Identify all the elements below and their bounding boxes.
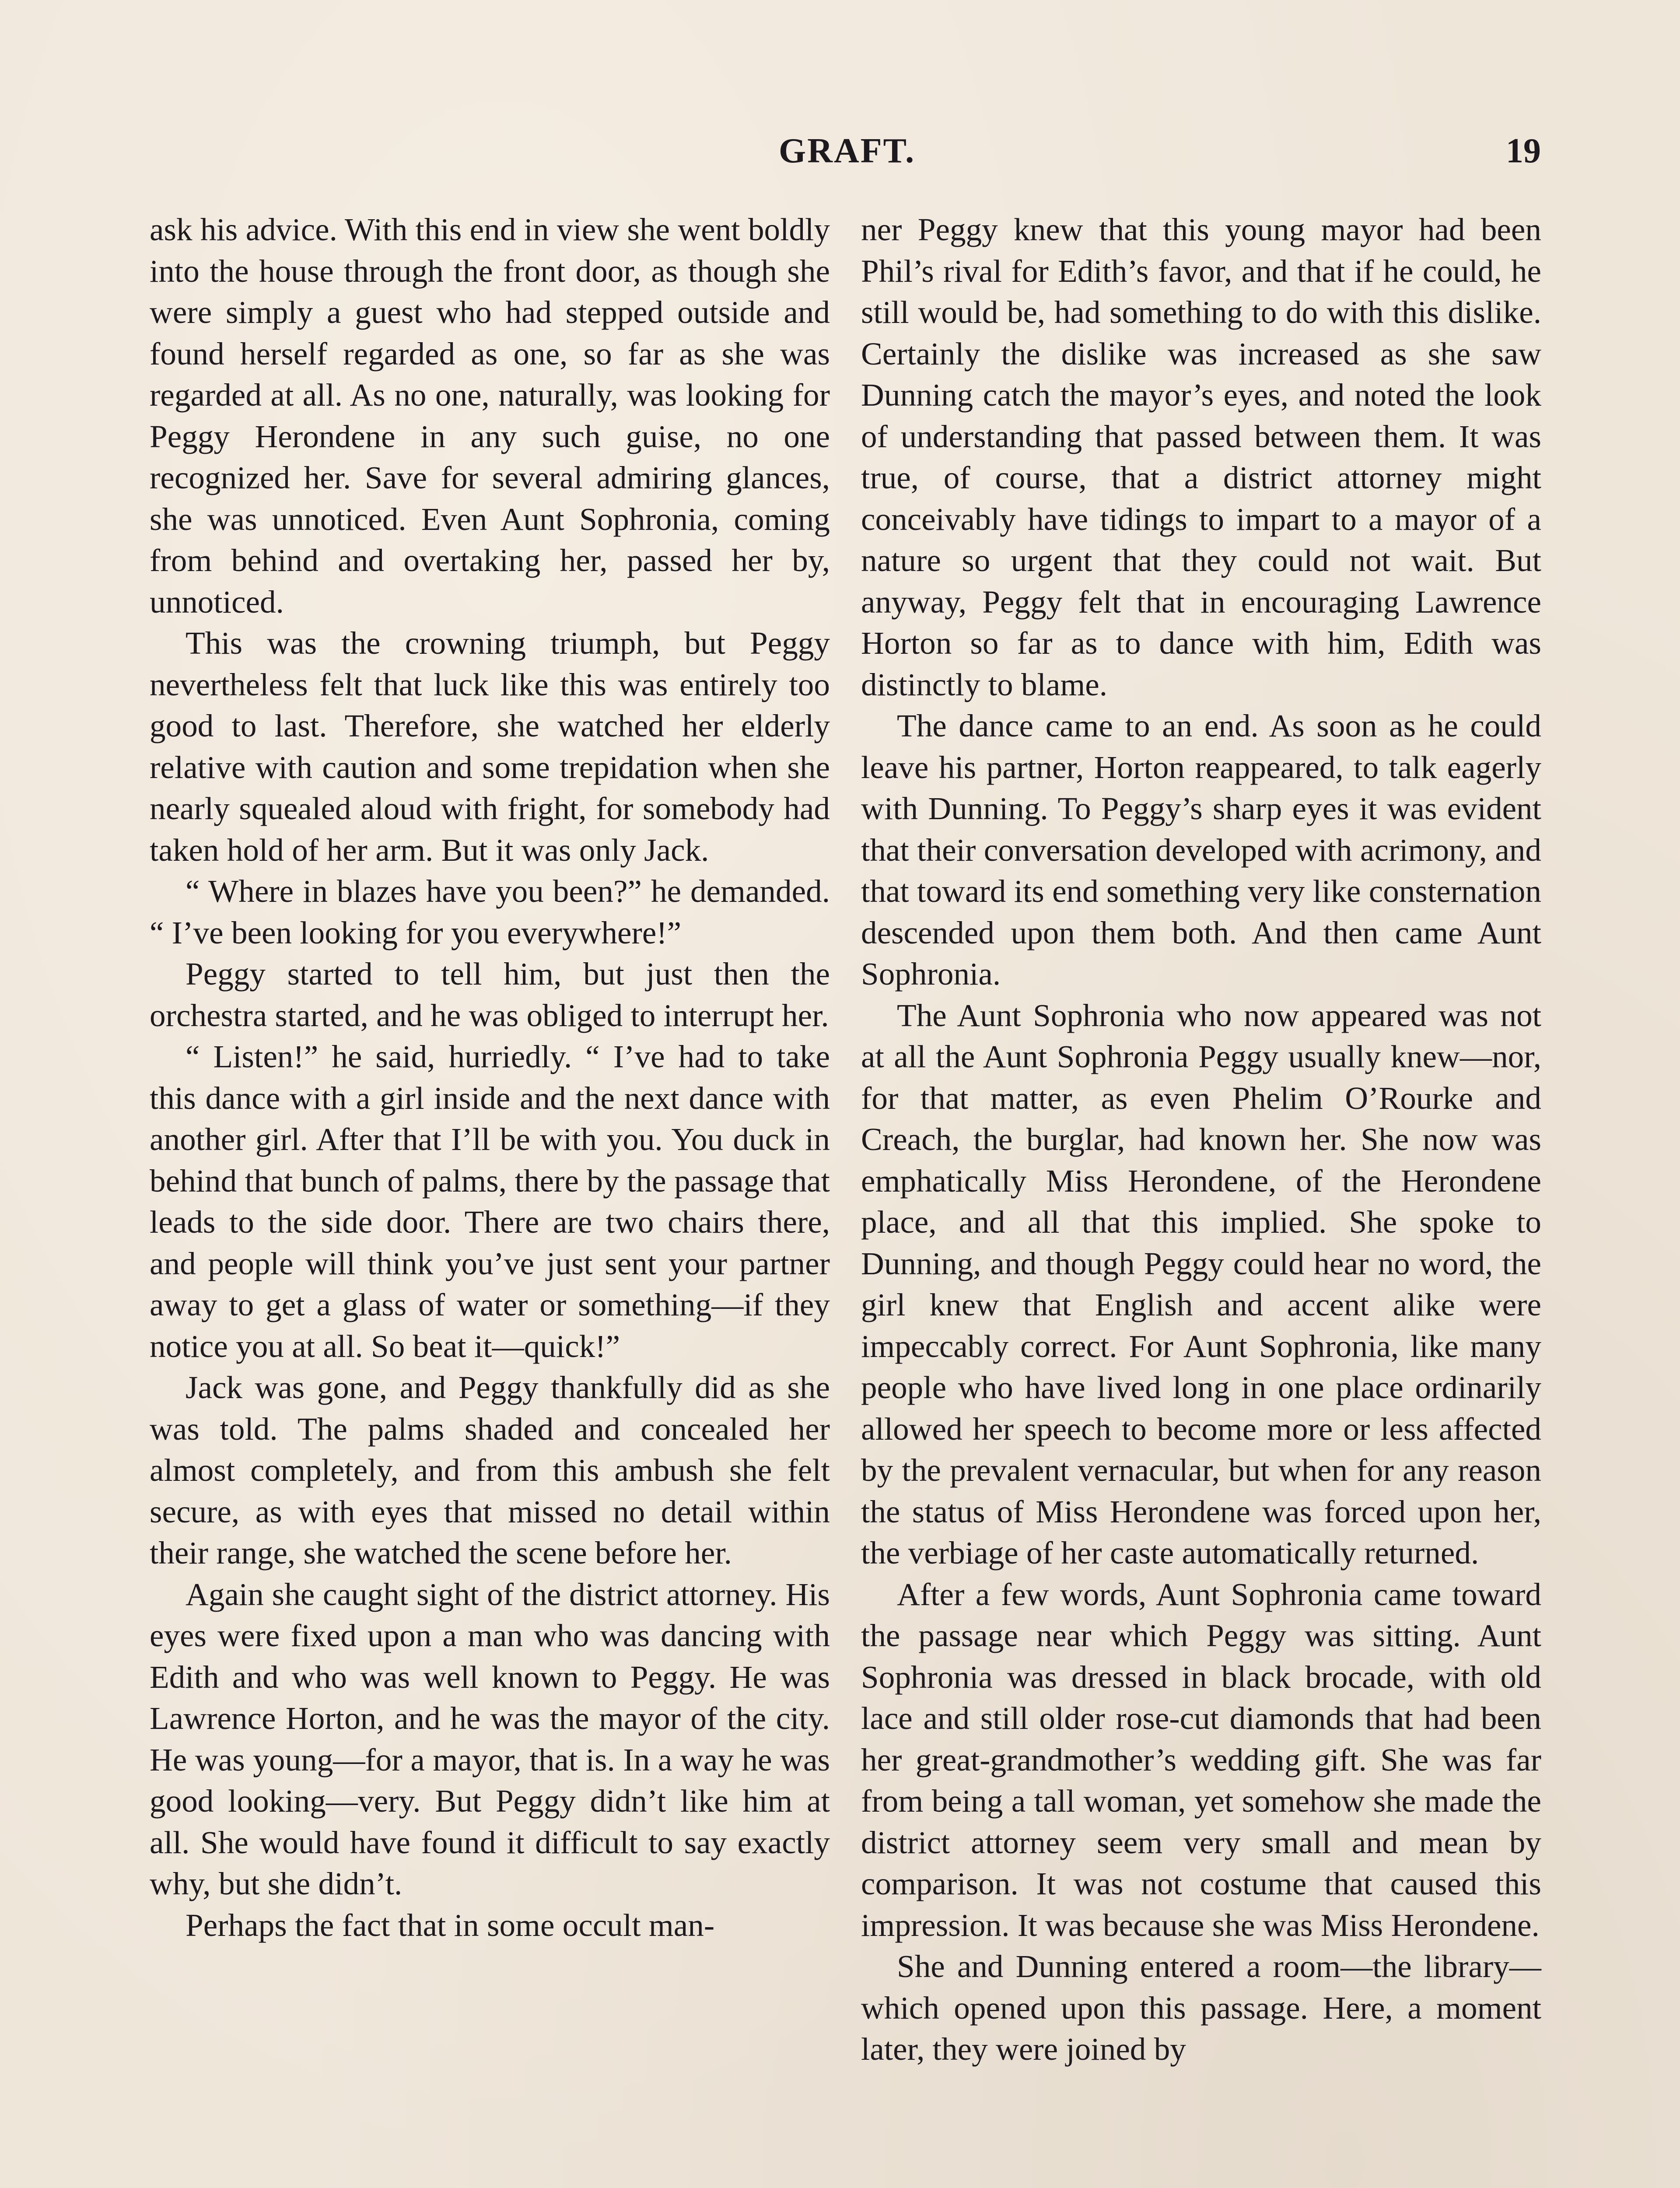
paragraph: After a few words, Aunt Sophronia came toward the passage near which Peggy was sitting. Aunt Sophronia was dressed in black brocade, with old lace and still older rose-cut diamonds that had been her great-grandmother’s wedding gift. She was far from being a tall woman, yet somehow she made the district attorney seem very small and mean by comparison. It was not costume that caused this impression. It was because she was Miss Herondene. [861, 1576, 1541, 1943]
paragraph: “ Where in blazes have you been?” he demanded. “ I’ve been looking for you everywhere!” [150, 873, 830, 950]
paragraph: Perhaps the fact that in some occult man- [186, 1907, 715, 1943]
paragraph: ask his advice. With this end in view she went boldly into the house through the front door, as though she were simply a guest who had stepped outside and found herself regarded as one, so far as she was regarded at all. As no one, naturally, was looking for Peggy Herondene in any such guise, no one recognized her. Save for several admiring glances, she was unnoticed. Even Aunt Sophronia, coming from behind and overtaking her, passed her by, unnoticed. [150, 212, 830, 620]
paragraph: Jack was gone, and Peggy thankfully did as she was told. The palms shaded and concealed her almost completely, and from this ambush she felt secure, as with eyes that missed no detail within their range, she watched the scene before her. [150, 1370, 830, 1571]
paragraph: This was the crowning triumph, but Peggy nevertheless felt that luck like this was entirely too good to last. Therefore, she watched her elderly relative with caution and some trepidation when she nearly squealed aloud with fright, for somebody had taken hold of her arm. But it was only Jack. [150, 625, 830, 868]
running-title: GRAFT. [779, 132, 916, 170]
paragraph: She and Dunning entered a room—the library—which opened upon this passage. Here, a moment later, they were joined by [861, 1949, 1541, 2067]
paragraph: Again she caught sight of the district attorney. His eyes were fixed upon a man who was dancing with Edith and who was well known to Peggy. He was Lawrence Horton, and he was the mayor of the city. He was young—for a mayor, that is. In a way he was good looking—very. But Peggy didn’t like him at all. She would have found it difficult to say exactly why, but she didn’t. [150, 1576, 830, 1901]
left-column [150, 209, 830, 1946]
paragraph: Peggy started to tell him, but just then the orchestra started, and he was obliged to interrupt her. [150, 956, 830, 1033]
paragraph: ner Peggy knew that this young mayor had been Phil’s rival for Edith’s favor, and that if he could, he still would be, had something to do with this dislike. Certainly the dislike was increased as she saw Dunning catch the mayor’s eyes, and noted the look of understanding that passed between them. It was true, of course, that a district attorney might conceivably have tidings to impart to a mayor of a nature so urgent that they could not wait. But anyway, Peggy felt that in encouraging Lawrence Horton so far as to dance with him, Edith was distinctly to blame. [861, 212, 1541, 702]
running-header [0, 131, 1680, 184]
paragraph: “ Listen!” he said, hurriedly. “ I’ve had to take this dance with a girl inside and the next dance with another girl. After that I’ll be with you. You duck in behind that bunch of palms, there by the passage that leads to the side door. There are two chairs there, and people will think you’ve just sent your partner away to get a glass of water or something—if they notice you at all. So beat it—quick!” [150, 1039, 830, 1364]
page-number: 19 [1506, 132, 1541, 170]
paragraph: The dance came to an end. As soon as he could leave his partner, Horton reappeared, to talk eagerly with Dunning. To Peggy’s sharp eyes it was evident that their conversation developed with acrimony, and that toward its end something very like consternation descended upon them both. And then came Aunt Sophronia. [861, 708, 1541, 992]
right-column [861, 209, 1541, 2070]
paragraph: The Aunt Sophronia who now appeared was not at all the Aunt Sophronia Peggy usually knew—nor, for that matter, as even Phelim O’Rourke and Creach, the burglar, had known her. She now was emphatically Miss Herondene, of the Herondene place, and all that this implied. She spoke to Dunning, and though Peggy could hear no word, the girl knew that English and accent alike were impeccably correct. For Aunt Sophronia, like many people who have lived long in one place ordinarily allowed her speech to become more or less affected by the prevalent vernacular, but when for any reason the status of Miss Herondene was forced upon her, the verbiage of her caste automatically returned. [861, 997, 1541, 1571]
